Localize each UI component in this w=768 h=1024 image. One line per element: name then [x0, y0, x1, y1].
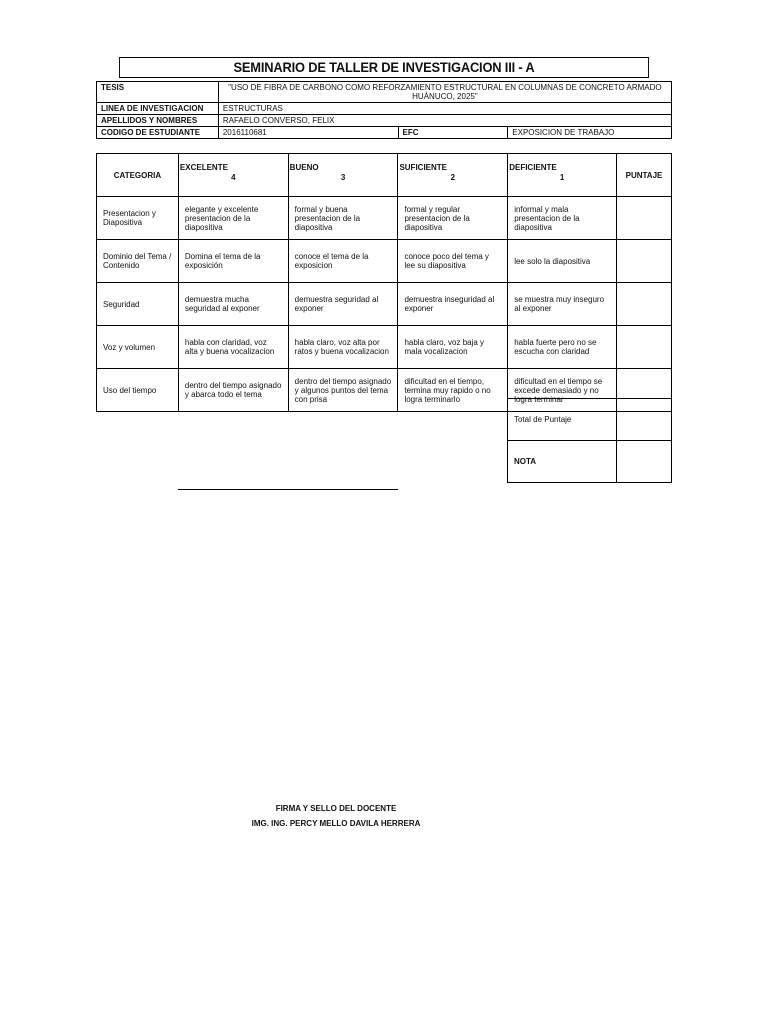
- header-bueno-label: BUENO: [289, 163, 319, 172]
- table-row: [97, 283, 672, 326]
- header-excelente: [178, 154, 288, 197]
- row-categoria: Presentacion y Diapositiva: [97, 197, 179, 240]
- row-bueno: formal y buena presentacion de la diapositiva: [288, 197, 398, 240]
- header-deficiente: [508, 154, 617, 197]
- row-suficiente: demuestra inseguridad al exponer: [398, 283, 508, 326]
- tesis-value: "USO DE FIBRA DE CARBONO COMO REFORZAMIENTO ESTRUCTURAL EN COLUMNAS DE CONCRETO ARMADO HUÁNUCO, 2025": [218, 82, 671, 103]
- table-row: [97, 326, 672, 369]
- nota-value-cell[interactable]: [617, 441, 672, 483]
- total-row: [508, 399, 672, 441]
- row-puntaje-cell[interactable]: [616, 240, 671, 283]
- row-bueno: demuestra seguridad al exponer: [288, 283, 398, 326]
- linea-value: ESTRUCTURAS: [218, 103, 671, 115]
- nota-label: NOTA: [508, 441, 617, 483]
- header-suficiente-label: SUFICIENTE: [399, 163, 447, 172]
- efc-value: EXPOSICION DE TRABAJO: [508, 127, 672, 139]
- signature-caption: FIRMA Y SELLO DEL DOCENTE: [275, 804, 397, 813]
- row-deficiente: lee solo la diapositiva: [508, 240, 617, 283]
- total-label: Total de Puntaje: [508, 399, 617, 441]
- row-deficiente: dificultad en el tiempo se excede demasiado y no logra terminar: [508, 369, 617, 412]
- row-excelente: demuestra mucha seguridad al exponer: [178, 283, 288, 326]
- row-excelente: habla con claridad, voz alta y buena vocalizacion: [178, 326, 288, 369]
- rubric-header-row: [97, 154, 672, 197]
- row-deficiente: se muestra muy inseguro al exponer: [508, 283, 617, 326]
- row-deficiente: habla fuerte pero no se escucha con claridad: [508, 326, 617, 369]
- row-categoria: Seguridad: [97, 283, 179, 326]
- row-bueno: dentro del tiempo asignado y algunos puntos del tema con prisa: [288, 369, 398, 412]
- row-excelente: elegante y excelente presentacion de la diapositiva: [178, 197, 288, 240]
- codigo-label: CODIGO DE ESTUDIANTE: [97, 127, 219, 139]
- codigo-row: [97, 127, 672, 139]
- header-excelente-points: 4: [231, 173, 236, 182]
- docente-name: IMG. ING. PERCY MELLO DAVILA HERRERA: [251, 819, 421, 828]
- header-suficiente-points: 2: [450, 173, 456, 182]
- header-puntaje: PUNTAJE: [616, 154, 671, 197]
- row-suficiente: habla claro, voz baja y mala vocalizacion: [398, 326, 508, 369]
- row-categoria: Voz y volumen: [97, 326, 179, 369]
- codigo-value: 2016110681: [218, 127, 398, 139]
- linea-row: [97, 103, 672, 115]
- header-bueno-points: 3: [340, 173, 346, 182]
- row-suficiente: dificultad en el tiempo, termina muy rapido o no logra terminarlo: [398, 369, 508, 412]
- table-row: [97, 197, 672, 240]
- row-puntaje-cell[interactable]: [616, 326, 671, 369]
- row-puntaje-cell[interactable]: [616, 197, 671, 240]
- row-bueno: conoce el tema de la exposicion: [288, 240, 398, 283]
- efc-label: EFC: [398, 127, 508, 139]
- row-bueno: habla claro, voz alta por ratos y buena vocalizacion: [288, 326, 398, 369]
- header-deficiente-label: DEFICIENTE: [509, 163, 557, 172]
- tesis-label: TESIS: [97, 82, 219, 103]
- row-categoria: Uso del tiempo: [97, 369, 179, 412]
- rubric-table: [96, 153, 672, 412]
- header-suficiente: [398, 154, 508, 197]
- row-deficiente: informal y mala presentacion de la diapositiva: [508, 197, 617, 240]
- tesis-row: [97, 82, 672, 103]
- header-deficiente-points: 1: [559, 173, 565, 182]
- nombres-label: APELLIDOS Y NOMBRES: [97, 115, 219, 127]
- row-categoria: Dominio del Tema / Contenido: [97, 240, 179, 283]
- total-value-cell[interactable]: [617, 399, 672, 441]
- nombres-row: [97, 115, 672, 127]
- header-categoria: CATEGORIA: [97, 154, 179, 197]
- header-bueno: [288, 154, 398, 197]
- row-suficiente: conoce poco del tema y lee su diapositiva: [398, 240, 508, 283]
- linea-label: LINEA DE INVESTIGACION: [97, 103, 219, 115]
- row-suficiente: formal y regular presentacion de la diapositiva: [398, 197, 508, 240]
- row-puntaje-cell[interactable]: [616, 283, 671, 326]
- row-excelente: dentro del tiempo asignado y abarca todo el tema: [178, 369, 288, 412]
- header-excelente-label: EXCELENTE: [179, 163, 228, 172]
- nota-row: [508, 441, 672, 483]
- totals-table: [507, 398, 672, 483]
- row-excelente: Domina el tema de la exposición: [178, 240, 288, 283]
- table-row: [97, 240, 672, 283]
- nombres-value: RAFAELO CONVERSO, FELIX: [218, 115, 671, 127]
- signature-line: [178, 489, 398, 490]
- student-info-table: [96, 81, 672, 139]
- page-title: SEMINARIO DE TALLER DE INVESTIGACION III - A: [119, 57, 649, 78]
